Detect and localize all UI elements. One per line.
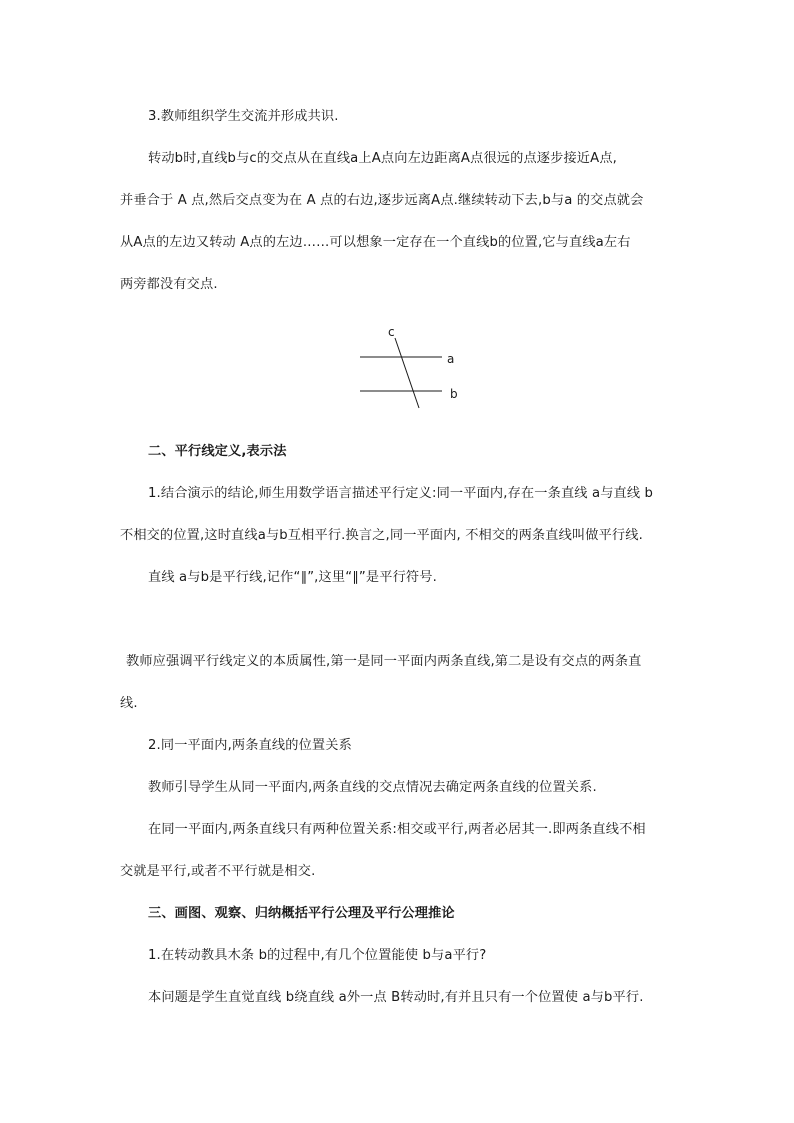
section-heading-3: 三、画图、观察、归纳概括平行公理及平行公理推论 (148, 906, 455, 921)
paragraph-answer-1: 本问题是学生直觉直线 b绕直线 a外一点 B转动时,有并且只有一个位置使 a与b平行. (148, 990, 644, 1005)
paragraph-definition-line-2: 不相交的位置,这时直线a与b互相平行.换言之,同一平面内, 不相交的两条直线叫做平行线. (120, 528, 643, 543)
paragraph-step-2: 2.同一平面内,两条直线的位置关系 (148, 738, 352, 753)
label-a: a (447, 352, 455, 366)
line-c (395, 338, 419, 408)
label-b: b (450, 387, 458, 401)
paragraph-notation: 直线 a与b是平行线,记作“∥”,这里“∥”是平行符号. (148, 570, 437, 585)
paragraph-guidance: 教师引导学生从同一平面内,两条直线的交点情况去确定两条直线的位置关系. (148, 780, 597, 795)
paragraph-rotation-line-3: 从A点的左边又转动 A点的左边……可以想象一定存在一个直线b的位置,它与直线a左右 (120, 235, 631, 250)
paragraph-relations-line-1: 在同一平面内,两条直线只有两种位置关系:相交或平行,两者必居其一.即两条直线不相 (148, 822, 646, 837)
section-heading-2: 二、平行线定义,表示法 (148, 444, 287, 459)
paragraph-rotation-line-4: 两旁都没有交点. (120, 277, 218, 292)
paragraph-relations-line-2: 交就是平行,或者不平行就是相交. (120, 864, 316, 879)
paragraph-rotation-line-2: 并垂合于 A 点,然后交点变为在 A 点的右边,逐步远离A点.继续转动下去,b与a 的交点就会 (120, 193, 644, 208)
paragraph-emphasis-line-2: 线. (120, 696, 138, 711)
paragraph-step-3: 3.教师组织学生交流并形成共识. (148, 109, 339, 124)
paragraph-definition-line-1: 1.结合演示的结论,师生用数学语言描述平行定义:同一平面内,存在一条直线 a与直线 b (148, 486, 654, 501)
paragraph-rotation-line-1: 转动b时,直线b与c的交点从在直线a上A点向左边距离A点很远的点逐步接近A点, (148, 151, 617, 166)
paragraph-question-1: 1.在转动教具木条 b的过程中,有几个位置能使 b与a平行? (148, 948, 487, 963)
parallel-lines-figure (340, 318, 480, 418)
paragraph-emphasis-line-1: 教师应强调平行线定义的本质属性,第一是同一平面内两条直线,第二是设有交点的两条直 (126, 654, 642, 669)
label-c: c (388, 325, 395, 339)
